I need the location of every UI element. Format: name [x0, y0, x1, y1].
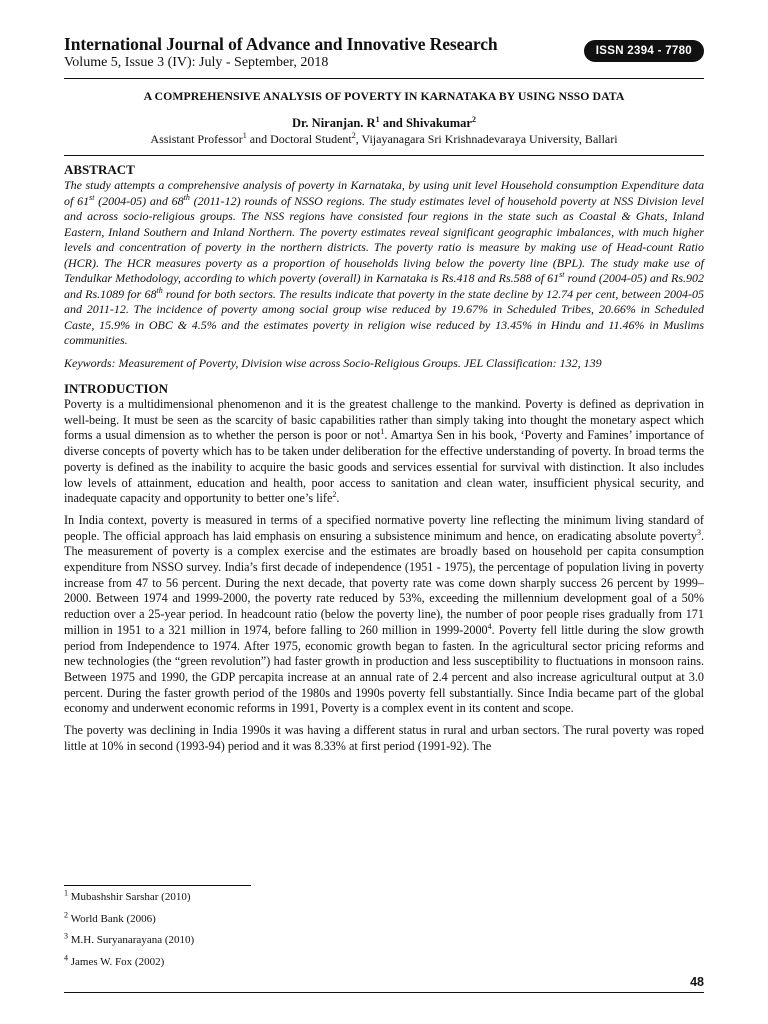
intro-p1-text-b: . Amartya Sen in his book, ‘Poverty and Famines’ importance of diverse concepts of poverty which has to be taken under deliberation for the effective understanding of poverty. In broad terms the poverty is defined as the inability to acquire the basic goods and services essential for survival with distinction. It also includes low levels of attainment, education and health, poor access to sanitation and clean water, insufficient physical security, and inadequate capacity and opportunity to better one’s life [64, 428, 704, 506]
intro-p2-text-a: In India context, poverty is measured in terms of a specified normative poverty line reflecting the minimum living standard of people. The official approach has laid emphasis on ensuring a subsistence minimum and hence, on eradicating absolute poverty [64, 512, 704, 543]
journal-title: International Journal of Advance and Innovative Research [64, 34, 498, 54]
affil-text-2: and Doctoral Student [246, 132, 352, 146]
abstract-text-5: round for both sectors. The results indicate that poverty in the state decline by 12.74 per cent, between 2004-05 and 2011-12. The incidence of poverty among social group wise reduced by 19.67% in Scheduled Tribes, 20.66% in Scheduled Caste, 15.9% in OBC & 4.5% and the estimates poverty in religion wise reduced by 13.45% in Hindu and 11.46% in Muslims communities. [64, 286, 704, 347]
footnotes [64, 890, 194, 976]
journal-header [64, 34, 704, 74]
footnote-num: 1 [64, 888, 68, 898]
footnote-rule [64, 885, 251, 886]
footnote-text: James W. Fox (2002) [70, 955, 165, 968]
paper-authors [64, 116, 704, 131]
keywords: Keywords: Measurement of Poverty, Division wise across Socio-Religious Groups. JEL Classification: 132, 139 [64, 355, 602, 370]
footnote-item [64, 909, 194, 926]
footer-rule [64, 992, 704, 993]
footnote-ref-4[interactable]: 4 [487, 621, 492, 631]
intro-paragraph-1 [64, 397, 704, 507]
author-2: and Shivakumar [379, 116, 472, 130]
intro-paragraph-3: The poverty was declining in India 1990s it was having a different status in rural and urban sectors. The rural poverty was roped little at 10% in second (1993-94) period and it was 8.33% at first period (1991-92). The [64, 723, 704, 753]
affil-text-3: , Vijayanagara Sri Krishnadevaraya University, Ballari [355, 132, 618, 146]
author-1: Dr. Niranjan. R [292, 116, 376, 130]
intro-paragraph-2 [64, 513, 704, 717]
intro-p1-text-a: Poverty is a multidimensional phenomenon and it is the greatest challenge to the mankind. Poverty is defined as deprivation in well-being. It must be seen as the scarcity of basic capabilities rather than simply taking into thought the monetary aspect which forms a usual dimension as to whether the person is poor or not [64, 397, 704, 443]
footnote-item [64, 952, 194, 969]
footnote-num: 2 [64, 909, 68, 919]
author-affiliation [64, 132, 704, 147]
journal-volume: Volume 5, Issue 3 (IV): July - September, 2018 [64, 55, 329, 70]
issn-badge: ISSN 2394 - 7780 [584, 40, 704, 62]
intro-p1-text-c: . [336, 491, 340, 506]
paper-title: A COMPREHENSIVE ANALYSIS OF POVERTY IN KARNATAKA BY USING NSSO DATA [143, 89, 625, 103]
abstract-text-2: (2004-05) and 68 [94, 193, 184, 208]
abstract-sup-4: th [156, 285, 163, 295]
affil-sup-2: 2 [351, 131, 356, 140]
affil-sup-1: 1 [242, 131, 247, 140]
abstract-text [64, 178, 704, 349]
abstract-text-3: (2011-12) rounds of NSSO regions. The study estimates level of household poverty at NSS Division level and across socio-religious groups. The NSS regions have consisted four regions in the state such as Coastal & Ghats, Inland Eastern, Inland Southern and Inland Northern. The poverty estimates reveal significant geographic imbalances, with much higher levels and concentration of poverty in the northern districts. The poverty ratio is measure by making use of Head-count Ratio (HCR). The HCR measures poverty as a proportion of households living below the poverty line (BPL). The study make use of Tendulkar Methodology, according to which poverty (overall) in Karnataka is Rs.418 and Rs.588 of 61 [64, 193, 705, 285]
footnote-text: World Bank (2006) [70, 912, 156, 925]
affil-text-1: Assistant Professor [150, 132, 243, 146]
page-number: 48 [690, 975, 704, 989]
footnote-ref-3[interactable]: 3 [696, 527, 701, 537]
intro-p2-text-c: . Poverty fell little during the slow growth period from Independence to 1974. After 1975, economic growth began to fasten. In the agricultural sector pricing reforms and new technologies (the “green revolution”) had faster growth in production and less susceptibility to fluctuations in monsoon rains. Between 1975 and 1990, the GDP percapita increase at an annual rate of 2.4 percent and also increase agricultural output at 3.0 percent. During the faster growth period of the 1980s and 1990s poverty fell substantially. Since India became part of the global economy and underwent economic reforms in 1991, Poverty is a complex event in its content and scope. [64, 622, 704, 716]
footnote-item [64, 933, 194, 947]
abstract-heading: ABSTRACT [64, 162, 135, 177]
footnote-ref-1[interactable]: 1 [380, 427, 385, 437]
abstract-text-4: round (2004-05) and Rs.902 and Rs.1089 for 68 [64, 271, 705, 301]
footnote-ref-2[interactable]: 2 [332, 490, 337, 500]
author-1-sup: 1 [375, 114, 380, 124]
footnote-item [64, 890, 194, 904]
footnote-text: Mubashshir Sarshar (2010) [70, 891, 191, 903]
intro-p2-text-b: . The measurement of poverty is a complex exercise and the estimates are broadly based on household per capita consumption expenditure from NSSO survey. India’s first decade of independence (1951 - 1975), the percentage of population living in poverty increase from 47 to 56 percent. During the next decade, that poverty rate was come down sharply success 26 percent by 1999–2000. Between 1974 and 1999-2000, the poverty rate reduced by 53%, exceeding the millennium development goal of a 50% reduction over a 25-year period. In headcount ratio (below the poverty line), the number of poor people rises gradually from 171 million in 1951 to a 321 million in 1974, before falling to 260 million in 1999-2000 [64, 528, 704, 637]
footnote-num: 3 [64, 931, 68, 941]
introduction-heading: INTRODUCTION [64, 381, 169, 396]
abstract-text-1: The study attempts a comprehensive analysis of poverty in Karnataka, by using unit level Household consumption Expenditure data of 61 [64, 178, 704, 208]
abstract-sup-1: st [89, 192, 95, 202]
footnote-num: 4 [64, 952, 68, 962]
abstract-sup-3: st [559, 270, 565, 279]
abstract-sup-2: th [183, 192, 190, 202]
header-rule [64, 78, 704, 79]
footnote-text: M.H. Suryanarayana (2010) [70, 934, 195, 946]
author-2-sup: 2 [471, 114, 476, 124]
title-rule [64, 155, 704, 156]
page-content [64, 34, 704, 754]
